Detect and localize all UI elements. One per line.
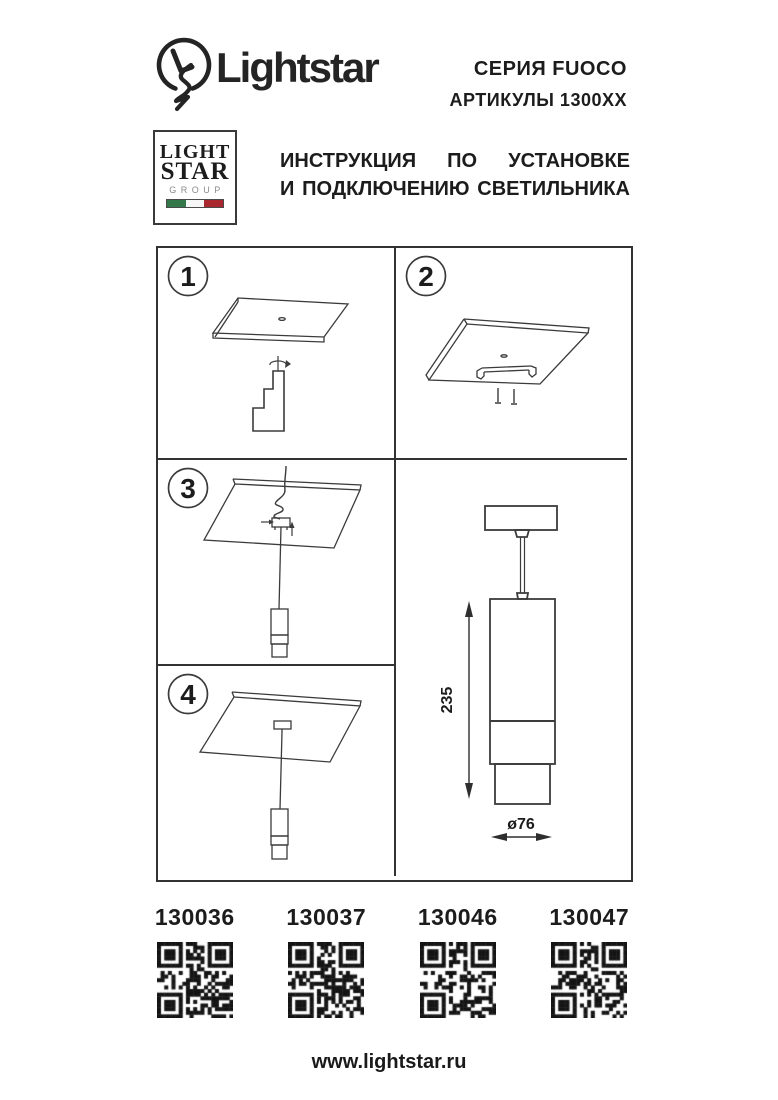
article-code: 130047 <box>549 904 630 930</box>
step-number: 2 <box>418 261 434 292</box>
lightstar-group-badge <box>153 130 237 225</box>
step-3-drawing <box>158 460 394 664</box>
title-line-2: И ПОДКЛЮЧЕНИЮ СВЕТИЛЬНИКА <box>280 178 630 200</box>
step-2-panel <box>396 248 627 460</box>
article-130047 <box>524 904 656 1018</box>
badge-light: LIGHT <box>159 141 231 163</box>
article-code: 130046 <box>417 904 498 930</box>
article-code: 130036 <box>154 904 235 930</box>
ceiling-plate-drawing <box>200 692 361 762</box>
cable-cap-drawing <box>274 721 291 732</box>
pendant-cable-and-lamp-drawing <box>271 527 288 657</box>
step-1-panel <box>158 248 396 460</box>
step-3-panel <box>158 460 396 666</box>
series-block <box>450 58 627 111</box>
lightstar-bulb-logo-icon <box>153 28 215 121</box>
diameter-dimension <box>491 833 552 841</box>
articles-line: АРТИКУЛЫ 1300ХХ <box>449 90 627 110</box>
screw-rotation-arrow-icon <box>270 356 291 371</box>
badge-group: GROUP <box>169 185 225 195</box>
article-130046 <box>392 904 524 1018</box>
qr-code <box>420 942 496 1018</box>
step-4-panel <box>158 666 396 876</box>
article-130036 <box>129 904 261 1018</box>
article-codes-row <box>129 904 655 1018</box>
diameter-dimension-label: ø76 <box>507 816 535 833</box>
ceiling-plate-drawing <box>426 319 589 384</box>
mounting-bracket-profile <box>253 371 284 431</box>
assembled-view-panel <box>396 460 627 876</box>
article-code: 130037 <box>286 904 367 930</box>
step-number: 1 <box>180 261 196 292</box>
article-130037 <box>261 904 393 1018</box>
series-name: СЕРИЯ FUOCO <box>473 58 627 80</box>
mounting-strap-drawing <box>477 366 536 379</box>
italian-flag-stripe <box>166 199 224 208</box>
screws-drawing <box>495 388 517 404</box>
brand-wordmark: Lightstar <box>216 44 378 91</box>
power-wire-drawing <box>274 466 286 519</box>
step-1-drawing <box>158 248 394 458</box>
assembled-fixture-drawing <box>396 460 627 876</box>
qr-code <box>288 942 364 1018</box>
step-4-drawing <box>158 666 394 876</box>
website-url: www.lightstar.ru <box>311 1051 467 1073</box>
step-number: 4 <box>180 679 196 710</box>
title-line-1: ИНСТРУКЦИЯ ПО УСТАНОВКЕ <box>280 150 630 172</box>
step-2-drawing <box>396 248 627 458</box>
height-dimension <box>465 601 473 799</box>
height-dimension-label: 235 <box>439 686 456 714</box>
ceiling-plate-drawing <box>204 479 361 548</box>
document-title <box>280 147 630 203</box>
qr-code <box>157 942 233 1018</box>
ceiling-plate-drawing <box>213 298 348 342</box>
qr-code <box>551 942 627 1018</box>
pendant-cable-and-lamp-drawing <box>271 732 288 859</box>
badge-star: STAR <box>160 158 230 185</box>
step-number: 3 <box>180 473 196 504</box>
fixture-elevation-drawing <box>485 506 557 804</box>
instruction-grid <box>156 246 633 882</box>
